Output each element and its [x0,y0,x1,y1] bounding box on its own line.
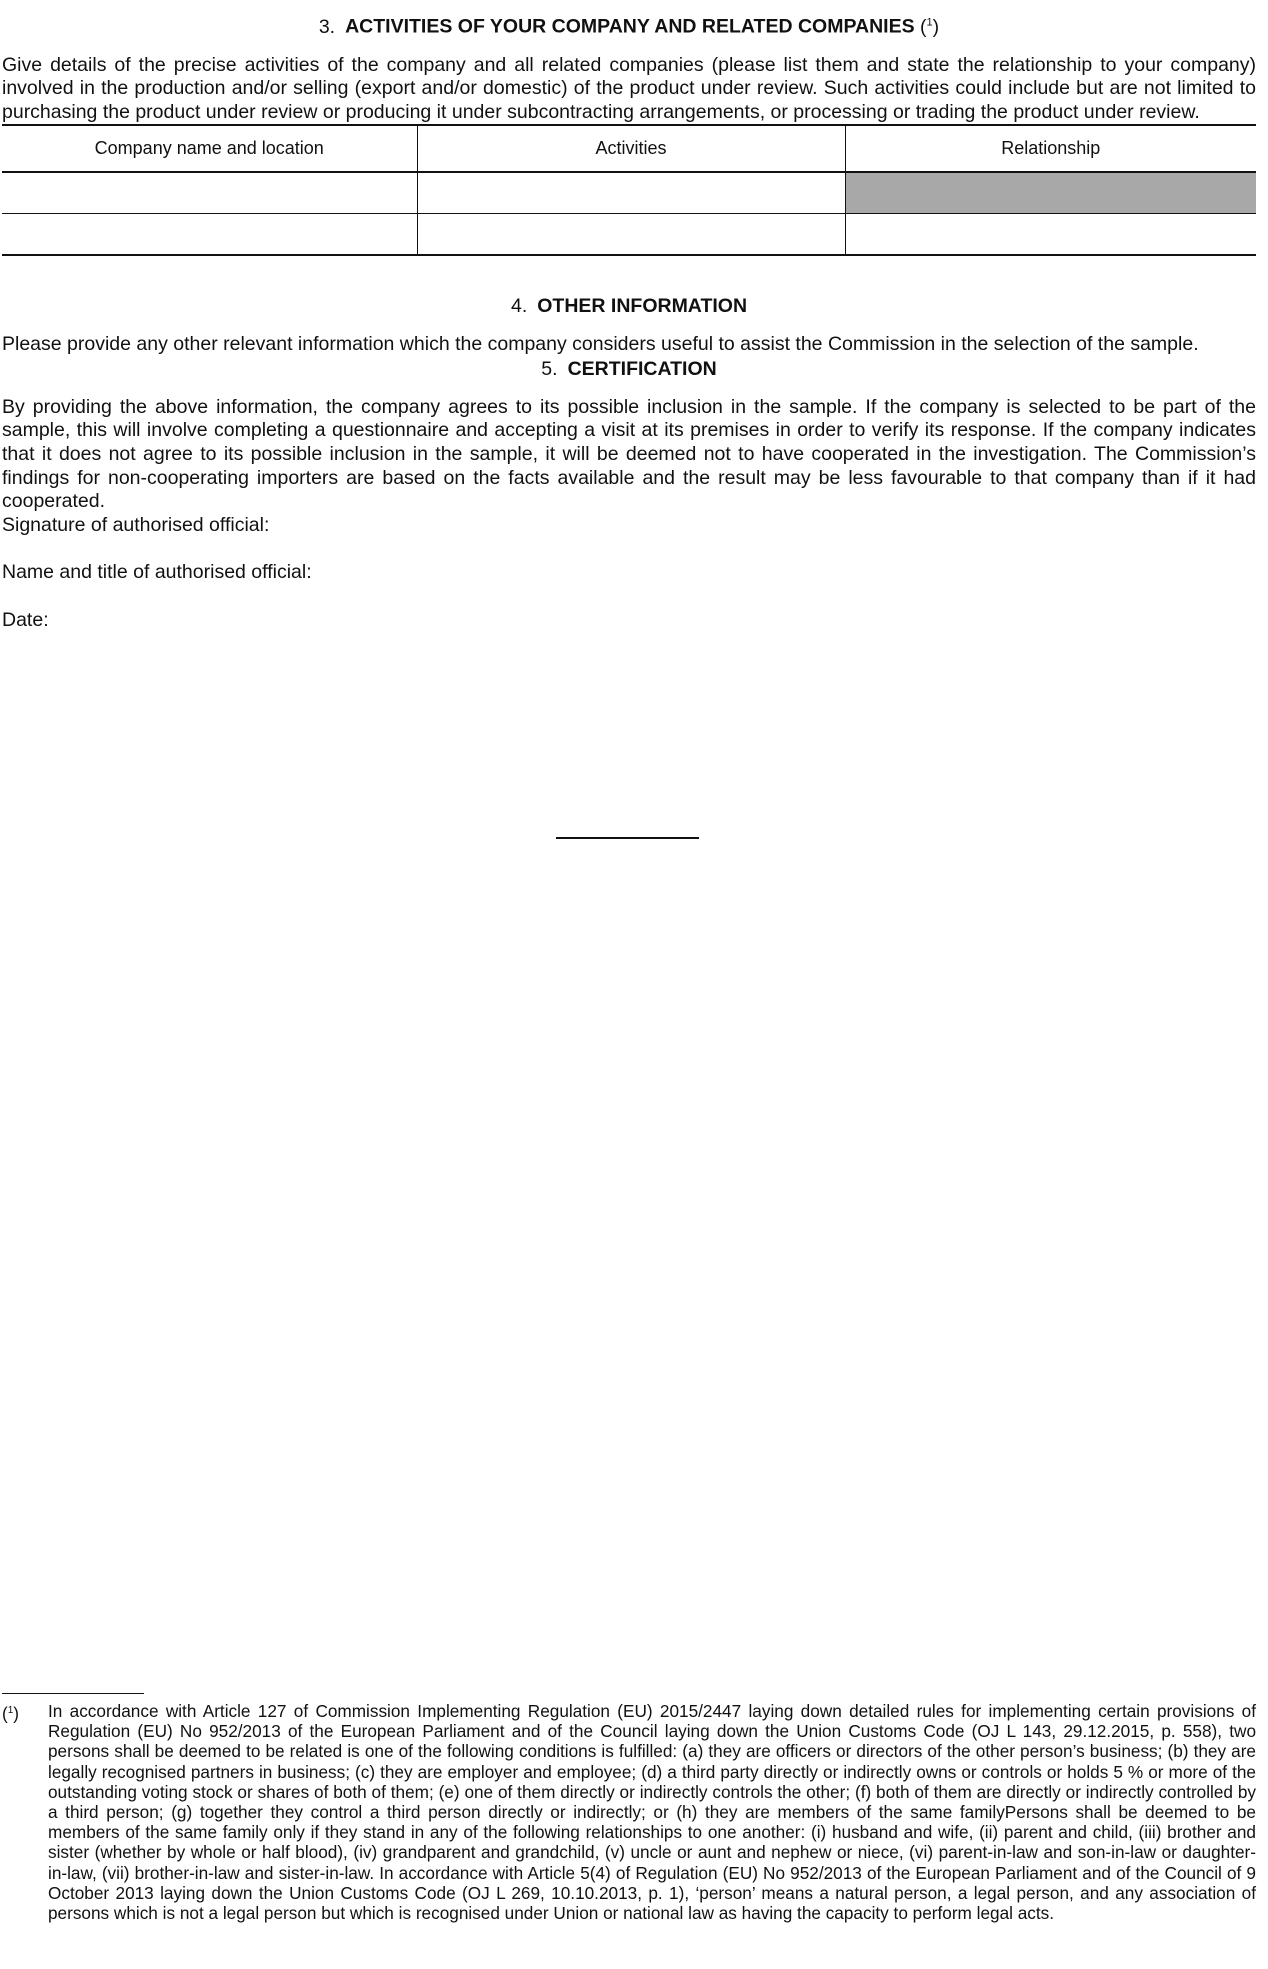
date-label: Date: [2,609,49,632]
table-header-row [2,125,1256,172]
section-3-body: Give details of the precise activities of the company and all related companies (please list them and state the relationship to your company) involved in the production and/or selling (export and/or domestic) of the product under review. Such activities could include but are not limited to purchasing the product under review or producing it under subcontracting arrangements, or processing or trading the product under review. [2,53,1256,123]
section-5-body: By providing the above information, the company agrees to its possible inclusion in the sample. If the company is selected to be part of the sample, this will involve completing a questionnaire and accepting a visit at its premises in order to verify its response. If the company indicates that it does not agree to its possible inclusion in the sample, it will be deemed not to have cooperated in the investigation. The Commission’s findings for non-cooperating importers are based on the facts available and the result may be less favourable to that company than if it had cooperated. [2,395,1256,513]
footnote [2,1701,1256,1923]
table-cell-relationship-shaded [845,172,1256,214]
table-cell-company[interactable] [2,214,417,256]
section-3-heading [2,10,1256,39]
section-5-heading [2,357,1256,381]
related-companies-table [2,124,1256,256]
column-header-activities: Activities [417,125,845,172]
signature-label: Signature of authorised official: [2,513,270,536]
table-cell-activities[interactable] [417,172,845,214]
section-4-heading [2,294,1256,318]
footnote-separator [2,1693,144,1694]
section-3-title: ACTIVITIES OF YOUR COMPANY AND RELATED COMPANIES [345,15,915,38]
footnote-reference-number: 1 [926,16,933,28]
end-of-text-rule [556,837,699,839]
section-5-number: 5. [541,357,558,380]
table-row [2,214,1256,256]
footnote-mark: ($^1$) [2,1703,20,1724]
footnote-reference[interactable]: ($^1$) [920,15,940,38]
section-5-title: CERTIFICATION [567,357,717,380]
table-cell-company[interactable] [2,172,417,214]
section-4-title: OTHER INFORMATION [537,295,748,318]
section-4-number: 4. [510,295,528,318]
document-content [2,10,1256,657]
section-4-body: Please provide any other relevant information which the company considers useful to assist the Commission in the selection of the sample. [2,333,1199,356]
section-3-number: 3. [318,15,336,38]
table-cell-activities[interactable] [417,214,845,256]
table-cell-relationship[interactable] [845,214,1256,256]
footnote-text: In accordance with Article 127 of Commission Implementing Regulation (EU) 2015/2447 laying down detailed rules for implementing certain provisions of Regulation (EU) No 952/2013 of the European Parliament and of the Council laying down the Union Customs Code (OJ L 143, 29.12.2015, p. 558), two persons shall be deemed to be related is one of the following conditions is fulfilled: (a) they are officers or directors of the other person’s business; (b) they are legally recognised partners in business; (c) they are employer and employee; (d) a third party directly or indirectly owns or controls or holds 5 % or more of the outstanding voting stock or shares of both of them; (e) one of them directly or indirectly controls the other; (f) both of them are directly or indirectly controlled by a third person; (g) together they control a third person directly or indirectly; or (h) they are members of the same familyPersons shall be deemed to be members of the same family only if they stand in any of the following relationships to one another: (i) husband and wife, (ii) parent and child, (iii) brother and sister (whether by whole or half blood), (iv) grandparent and grandchild, (v) uncle or aunt and nephew or niece, (vi) parent-in-law and son-in-law or daughter-in-law, (vii) brother-in-law and sister-in-law. In accordance with Article 5(4) of Regulation (EU) No 952/2013 of the European Parliament and of the Council of 9 October 2013 laying down the Union Customs Code (OJ L 269, 10.10.2013, p. 1), ‘person’ means a natural person, a legal person, and any association of persons which is not a legal person but which is recognised under Union or national law as having the capacity to perform legal acts. [48,1701,1256,1924]
table-row [2,172,1256,214]
column-header-relationship: Relationship [845,125,1256,172]
column-header-company: Company name and location [2,125,417,172]
name-title-label: Name and title of authorised official: [2,561,312,584]
